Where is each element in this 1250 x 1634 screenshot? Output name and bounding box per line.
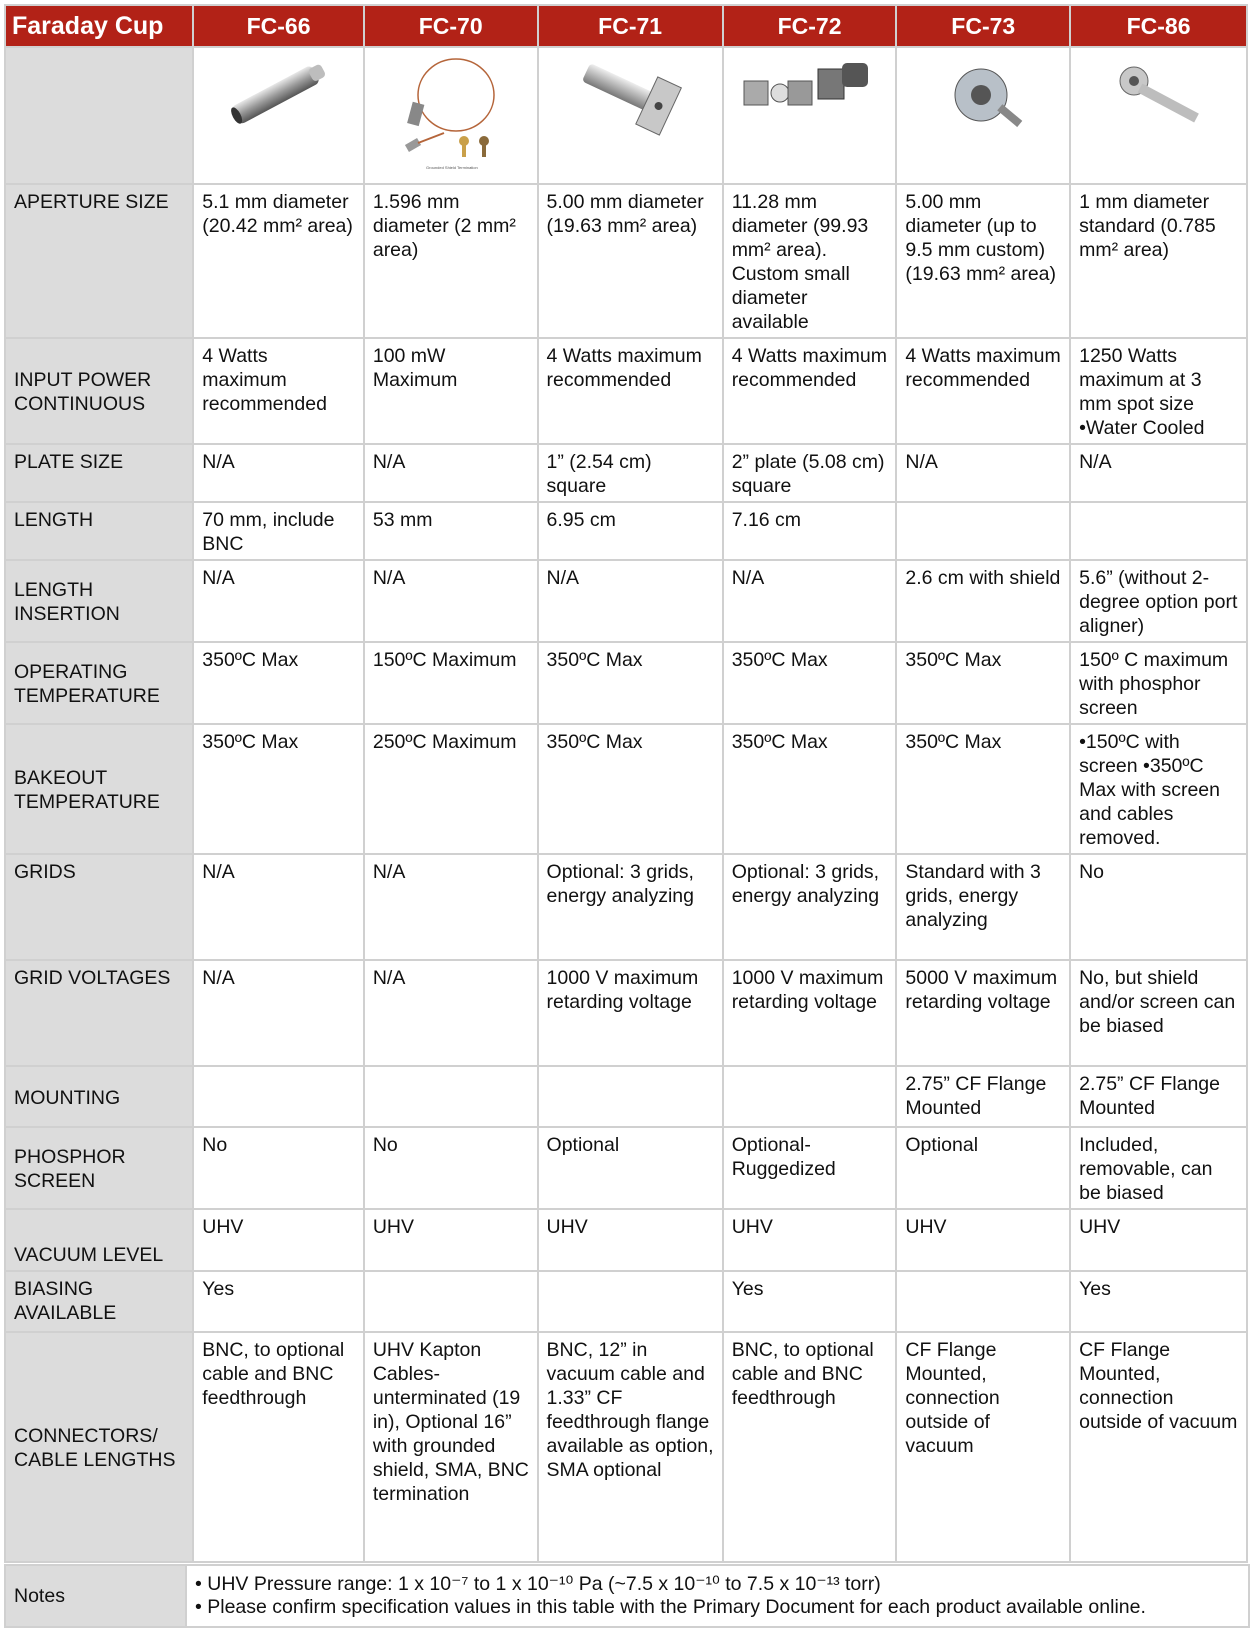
model-header: FC-71 [538, 5, 723, 47]
row-label: MOUNTING [5, 1066, 193, 1127]
table-row [5, 184, 1247, 338]
table-row [5, 560, 1247, 642]
row-label: BAKEOUT TEMPERATURE [5, 724, 193, 854]
table-cell: N/A [364, 854, 538, 960]
table-cell: N/A [193, 560, 364, 642]
fc70-cable-icon [396, 53, 506, 175]
model-header: FC-86 [1070, 5, 1247, 47]
table-cell: 5.1 mm diameter (20.42 mm² area) [193, 184, 364, 338]
table-cell: BNC, to optional cable and BNC feedthrough [193, 1332, 364, 1562]
table-cell: 4 Watts maximum recommended [723, 338, 897, 444]
table-cell [1070, 502, 1247, 560]
table-cell: Yes [193, 1271, 364, 1332]
table-cell [538, 1066, 723, 1127]
table-row [5, 1066, 1247, 1127]
table-cell: •150ºC with screen •350ºC Max with screen and cables removed. [1070, 724, 1247, 854]
table-cell: 350ºC Max [538, 642, 723, 724]
table-cell: No [364, 1127, 538, 1209]
table-cell: 1 mm diameter standard (0.785 mm² area) [1070, 184, 1247, 338]
table-cell [364, 1271, 538, 1332]
table-cell: 5000 V maximum retarding voltage [896, 960, 1070, 1066]
table-row [5, 1209, 1247, 1271]
fc72-parts-icon [740, 53, 880, 123]
row-label: GRID VOLTAGES [5, 960, 193, 1066]
table-cell: 53 mm [364, 502, 538, 560]
table-cell: 7.16 cm [723, 502, 897, 560]
image-row [5, 47, 1247, 184]
row-label: BIASING AVAILABLE [5, 1271, 193, 1332]
image-row-label [5, 47, 193, 184]
model-header: FC-70 [364, 5, 538, 47]
table-cell: 5.6” (without 2-degree option port aligner) [1070, 560, 1247, 642]
table-cell: BNC, 12” in vacuum cable and 1.33” CF feedthrough flange available as option, SMA optional [538, 1332, 723, 1562]
model-header: FC-66 [193, 5, 364, 47]
table-cell: 1250 Watts maximum at 3 mm spot size •Water Cooled [1070, 338, 1247, 444]
table-row [5, 1271, 1247, 1332]
table-cell: 2” plate (5.08 cm) square [723, 444, 897, 502]
table-title: Faraday Cup [5, 5, 193, 47]
table-cell: 1” (2.54 cm) square [538, 444, 723, 502]
table-cell [538, 1271, 723, 1332]
row-label: OPERATING TEMPERATURE [5, 642, 193, 724]
table-row [5, 854, 1247, 960]
notes-content [186, 1565, 1249, 1627]
product-image-fc66 [193, 47, 364, 184]
table-cell: Yes [1070, 1271, 1247, 1332]
table-cell: No [193, 1127, 364, 1209]
table-cell: Optional: 3 grids, energy analyzing [723, 854, 897, 960]
table-cell [364, 1066, 538, 1127]
table-cell: 350ºC Max [896, 642, 1070, 724]
table-cell: N/A [538, 560, 723, 642]
table-cell: 1000 V maximum retarding voltage [538, 960, 723, 1066]
notes-table [4, 1564, 1250, 1628]
table-row [5, 642, 1247, 724]
table-cell: UHV [723, 1209, 897, 1271]
table-cell [896, 502, 1070, 560]
table-row [5, 1332, 1247, 1562]
table-cell: 11.28 mm diameter (99.93 mm² area). Custom small diameter available [723, 184, 897, 338]
table-cell: CF Flange Mounted, connection outside of vacuum [896, 1332, 1070, 1562]
table-cell: N/A [364, 960, 538, 1066]
table-cell: 1.596 mm diameter (2 mm² area) [364, 184, 538, 338]
table-cell: No [1070, 854, 1247, 960]
fc86-probe-icon [1104, 53, 1214, 133]
table-cell [193, 1066, 364, 1127]
table-row [5, 444, 1247, 502]
table-cell: Optional: 3 grids, energy analyzing [538, 854, 723, 960]
table-cell: UHV [896, 1209, 1070, 1271]
model-header: FC-73 [896, 5, 1070, 47]
table-cell: N/A [193, 854, 364, 960]
table-cell: 2.6 cm with shield [896, 560, 1070, 642]
table-cell: 100 mW Maximum [364, 338, 538, 444]
table-row [5, 502, 1247, 560]
note-line: • UHV Pressure range: 1 x 10⁻⁷ to 1 x 10⁻¹⁰ Pa (~7.5 x 10⁻¹⁰ to 7.5 x 10⁻¹³ torr) [195, 1573, 881, 1595]
table-cell: 150º C maximum with phosphor screen [1070, 642, 1247, 724]
product-image-fc70 [364, 47, 538, 184]
product-image-fc86 [1070, 47, 1247, 184]
table-cell: N/A [193, 444, 364, 502]
table-row [5, 960, 1247, 1066]
table-cell: 5.00 mm diameter (19.63 mm² area) [538, 184, 723, 338]
table-cell: UHV [364, 1209, 538, 1271]
table-cell: 2.75” CF Flange Mounted [896, 1066, 1070, 1127]
table-cell: Optional [896, 1127, 1070, 1209]
row-label: GRIDS [5, 854, 193, 960]
table-cell: 4 Watts maximum recommended [538, 338, 723, 444]
table-cell: 150ºC Maximum [364, 642, 538, 724]
table-cell: 6.95 cm [538, 502, 723, 560]
table-cell: Optional [538, 1127, 723, 1209]
table-cell: N/A [364, 444, 538, 502]
table-cell: UHV [538, 1209, 723, 1271]
table-cell: N/A [364, 560, 538, 642]
table-cell: 4 Watts maximum recommended [896, 338, 1070, 444]
table-cell: N/A [193, 960, 364, 1066]
table-cell: 70 mm, include BNC [193, 502, 364, 560]
table-cell: 250ºC Maximum [364, 724, 538, 854]
table-cell: 350ºC Max [538, 724, 723, 854]
row-label: CONNECTORS/ CABLE LENGTHS [5, 1332, 193, 1562]
note-line: • Please confirm specification values in this table with the Primary Document for each product available online. [195, 1596, 1146, 1618]
table-cell: 1000 V maximum retarding voltage [723, 960, 897, 1066]
table-cell: 2.75” CF Flange Mounted [1070, 1066, 1247, 1127]
row-label: APERTURE SIZE [5, 184, 193, 338]
table-cell: 350ºC Max [193, 724, 364, 854]
spec-table [4, 4, 1248, 1563]
table-cell: 350ºC Max [723, 724, 897, 854]
row-label: LENGTH INSERTION [5, 560, 193, 642]
table-cell: Yes [723, 1271, 897, 1332]
table-row [5, 1127, 1247, 1209]
table-cell: UHV [1070, 1209, 1247, 1271]
row-label: PHOSPHOR SCREEN [5, 1127, 193, 1209]
table-cell: BNC, to optional cable and BNC feedthrough [723, 1332, 897, 1562]
table-cell: 5.00 mm diameter (up to 9.5 mm custom) (19.63 mm² area) [896, 184, 1070, 338]
product-image-fc73 [896, 47, 1070, 184]
table-cell: No, but shield and/or screen can be biased [1070, 960, 1247, 1066]
table-cell: 4 Watts maximum recommended [193, 338, 364, 444]
table-cell: Optional-Ruggedized [723, 1127, 897, 1209]
model-header: FC-72 [723, 5, 897, 47]
fc66-cylinder-icon [219, 53, 339, 133]
table-cell: 350ºC Max [193, 642, 364, 724]
row-label: LENGTH [5, 502, 193, 560]
fc70-caption: Grounded Shield Termination [426, 165, 478, 170]
table-cell: Included, removable, can be biased [1070, 1127, 1247, 1209]
notes-label: Notes [5, 1565, 186, 1627]
table-cell: 350ºC Max [896, 724, 1070, 854]
table-cell [896, 1271, 1070, 1332]
row-label: VACUUM LEVEL [5, 1209, 193, 1271]
table-cell: UHV [193, 1209, 364, 1271]
table-cell: Standard with 3 grids, energy analyzing [896, 854, 1070, 960]
product-image-fc71 [538, 47, 723, 184]
row-label: PLATE SIZE [5, 444, 193, 502]
product-image-fc72 [723, 47, 897, 184]
table-cell [723, 1066, 897, 1127]
table-cell: N/A [896, 444, 1070, 502]
row-label: INPUT POWER CONTINUOUS [5, 338, 193, 444]
fc73-flange-icon [939, 53, 1029, 143]
table-row [5, 724, 1247, 854]
fc71-plate-icon [576, 53, 686, 143]
table-cell: 350ºC Max [723, 642, 897, 724]
table-cell: UHV Kapton Cables- unterminated (19 in), Optional 16” with grounded shield, SMA, BNC termination [364, 1332, 538, 1562]
header-row [5, 5, 1247, 47]
table-cell: N/A [723, 560, 897, 642]
table-cell: N/A [1070, 444, 1247, 502]
table-row [5, 338, 1247, 444]
table-cell: CF Flange Mounted, connection outside of vacuum [1070, 1332, 1247, 1562]
